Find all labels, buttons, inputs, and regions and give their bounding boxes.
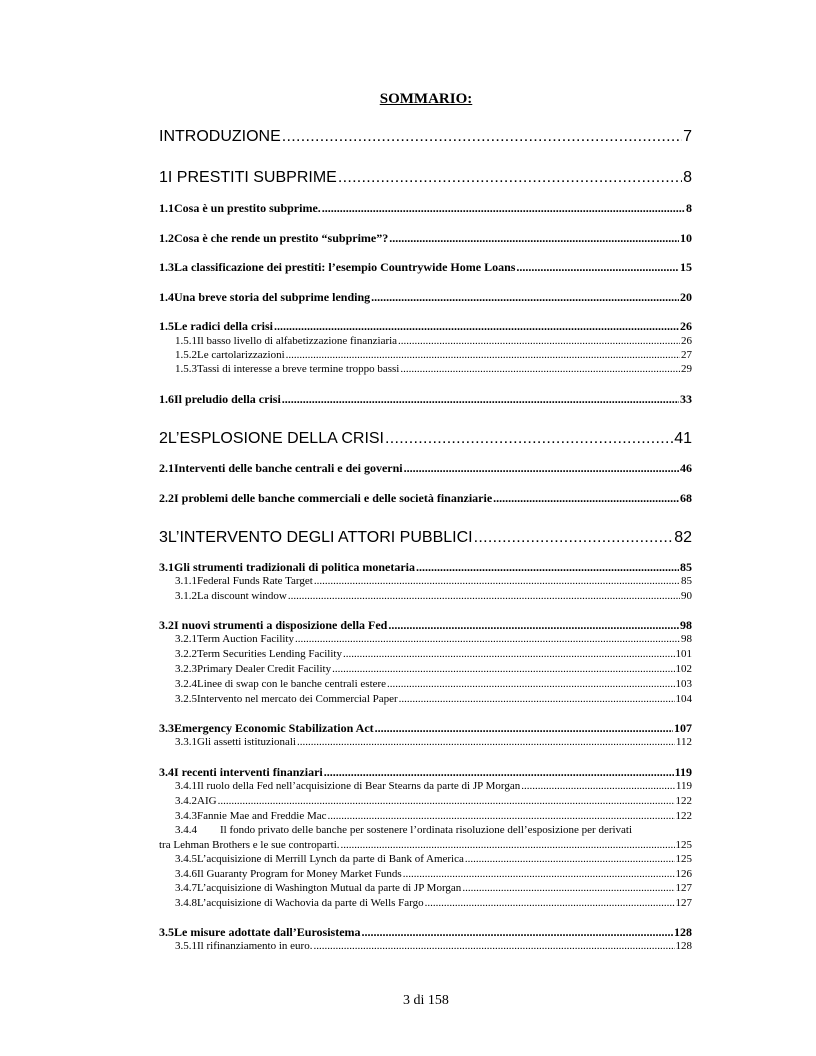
toc-label: I PRESTITI SUBPRIME bbox=[167, 169, 337, 186]
toc-number: 1.5.1 bbox=[175, 335, 197, 347]
toc-number: 1.5.3 bbox=[175, 363, 197, 375]
toc-number: 1.3 bbox=[159, 260, 174, 274]
dot-leader bbox=[399, 693, 675, 705]
toc-entry[interactable] bbox=[159, 925, 692, 940]
toc-label: Il fondo privato delle banche per sostenere l’ordinata risoluzione dell’esposizione per derivati bbox=[220, 824, 633, 836]
toc-page-number: 104 bbox=[675, 693, 692, 705]
dot-leader bbox=[286, 349, 680, 361]
dot-leader bbox=[462, 882, 674, 894]
toc-entry[interactable] bbox=[159, 201, 692, 216]
toc-entry[interactable] bbox=[175, 575, 692, 587]
toc-page-number: 90 bbox=[681, 590, 692, 602]
toc-entry[interactable] bbox=[159, 461, 692, 476]
toc-page-number: 85 bbox=[681, 575, 692, 587]
toc-label: I problemi delle banche commerciali e delle società finanziarie bbox=[174, 491, 493, 505]
toc-page-number: 98 bbox=[681, 633, 692, 645]
toc-entry[interactable] bbox=[175, 795, 692, 807]
toc-label: Term Auction Facility bbox=[197, 633, 294, 645]
toc-number: 3.2.3 bbox=[175, 663, 197, 675]
dot-leader bbox=[404, 461, 679, 476]
toc-number: 3 bbox=[159, 529, 168, 546]
toc-label: Il rifinanziamento in euro. bbox=[197, 940, 313, 952]
toc-label: I nuovi strumenti a disposizione della Fed bbox=[174, 618, 388, 632]
toc-entry[interactable] bbox=[159, 560, 692, 575]
toc-page-number: 68 bbox=[680, 491, 692, 505]
toc-page-number: 127 bbox=[675, 882, 692, 894]
toc-page-number: 102 bbox=[675, 663, 692, 675]
toc-entry[interactable] bbox=[159, 839, 692, 851]
toc-page-number: 26 bbox=[680, 319, 692, 333]
toc-label: Il Guaranty Program for Money Market Funds bbox=[197, 868, 402, 880]
dot-leader bbox=[324, 765, 674, 780]
toc-page-number: 122 bbox=[675, 795, 692, 807]
dot-leader bbox=[341, 839, 675, 851]
toc-number: 3.4.1 bbox=[175, 780, 197, 792]
toc-entry[interactable] bbox=[175, 349, 692, 361]
toc-label: Il basso livello di alfabetizzazione finanziaria bbox=[197, 335, 398, 347]
toc-entry[interactable] bbox=[159, 529, 692, 547]
toc-entry[interactable] bbox=[159, 491, 692, 506]
toc-number: 3.3.1 bbox=[175, 736, 197, 748]
dot-leader bbox=[274, 319, 679, 334]
toc-entry[interactable] bbox=[175, 940, 692, 952]
page-title: SOMMARIO: bbox=[379, 91, 473, 107]
toc-entry[interactable] bbox=[159, 319, 692, 334]
dot-leader bbox=[493, 491, 679, 506]
toc-entry[interactable] bbox=[159, 169, 692, 187]
toc-page-number: 127 bbox=[675, 897, 692, 909]
toc-label: Cosa è che rende un prestito “subprime”? bbox=[174, 231, 389, 245]
dot-leader bbox=[322, 201, 685, 216]
dot-leader bbox=[389, 231, 679, 246]
toc-entry[interactable] bbox=[175, 897, 692, 909]
toc-entry[interactable] bbox=[159, 765, 692, 780]
toc-page-number: 46 bbox=[680, 461, 692, 475]
toc-page-number: 15 bbox=[680, 260, 692, 274]
toc-page-number: 122 bbox=[675, 810, 692, 822]
dot-leader bbox=[387, 678, 674, 690]
toc-entry[interactable] bbox=[175, 590, 692, 602]
toc-label: Le radici della crisi bbox=[174, 319, 273, 333]
toc-entry[interactable] bbox=[175, 853, 692, 865]
dot-leader bbox=[332, 663, 674, 675]
dot-leader bbox=[385, 430, 673, 448]
dot-leader bbox=[516, 260, 679, 275]
toc-label: Le cartolarizzazioni bbox=[197, 349, 285, 361]
dot-leader bbox=[371, 290, 679, 305]
toc-page-number: 125 bbox=[675, 853, 692, 865]
toc-number: 3.4 bbox=[159, 765, 174, 779]
toc-number: 3.4.7 bbox=[175, 882, 197, 894]
toc-label: Gli assetti istituzionali bbox=[197, 736, 296, 748]
dot-leader bbox=[282, 392, 679, 407]
toc-number: 3.2.1 bbox=[175, 633, 197, 645]
dot-leader bbox=[474, 529, 674, 547]
dot-leader bbox=[398, 335, 680, 347]
toc-label: Cosa è un prestito subprime. bbox=[174, 201, 321, 215]
toc-page-number: 8 bbox=[683, 169, 692, 186]
toc-number: 2 bbox=[159, 430, 168, 447]
toc-page-number: 107 bbox=[674, 721, 692, 735]
toc-label: L’acquisizione di Merrill Lynch da parte di Bank of America bbox=[197, 853, 464, 865]
toc-label: L’acquisizione di Wachovia da parte di Wells Fargo bbox=[197, 897, 424, 909]
toc-number: 3.5.1 bbox=[175, 940, 197, 952]
toc-label: Tassi di interesse a breve termine troppo bassi bbox=[197, 363, 400, 375]
toc-page-number: 119 bbox=[675, 780, 692, 792]
toc-page-number: 128 bbox=[675, 940, 692, 952]
toc-number: 1.5.2 bbox=[175, 349, 197, 361]
toc-number: 3.2.2 bbox=[175, 648, 197, 660]
toc-number: 1.2 bbox=[159, 231, 174, 245]
toc-entry[interactable] bbox=[159, 430, 692, 448]
toc-page-number: 33 bbox=[680, 392, 692, 406]
toc-number: 3.1 bbox=[159, 560, 174, 574]
dot-leader bbox=[403, 868, 675, 880]
toc-number: 3.2 bbox=[159, 618, 174, 632]
toc-label: Il ruolo della Fed nell’acquisizione di Bear Stearns da parte di JP Morgan bbox=[197, 780, 521, 792]
toc-entry[interactable] bbox=[175, 780, 692, 792]
toc-entry[interactable] bbox=[175, 693, 692, 705]
toc-number: 1.1 bbox=[159, 201, 174, 215]
dot-leader bbox=[416, 560, 679, 575]
dot-leader bbox=[288, 590, 680, 602]
toc-label: INTRODUZIONE bbox=[159, 128, 281, 145]
toc-number: 1.6 bbox=[159, 392, 174, 406]
toc-entry[interactable] bbox=[159, 618, 692, 633]
dot-leader bbox=[282, 128, 682, 146]
toc-label: Gli strumenti tradizionali di politica monetaria bbox=[174, 560, 415, 574]
toc-entry[interactable] bbox=[175, 633, 692, 645]
toc-page-number: 85 bbox=[680, 560, 692, 574]
toc-label: L’acquisizione di Washington Mutual da parte di JP Morgan bbox=[197, 882, 462, 894]
toc-entry[interactable] bbox=[175, 882, 692, 894]
toc-entry[interactable] bbox=[175, 678, 692, 690]
toc-entry[interactable] bbox=[159, 721, 692, 736]
toc-entry[interactable] bbox=[159, 231, 692, 246]
dot-leader bbox=[388, 618, 679, 633]
toc-label: L’ESPLOSIONE DELLA CRISI bbox=[167, 430, 384, 447]
toc-number: 1.4 bbox=[159, 290, 174, 304]
toc-page-number: 27 bbox=[681, 349, 692, 361]
dot-leader bbox=[343, 648, 675, 660]
dot-leader bbox=[375, 721, 673, 736]
dot-leader bbox=[362, 925, 673, 940]
toc-number: 3.5 bbox=[159, 925, 174, 939]
dot-leader bbox=[465, 853, 675, 865]
toc-page-number: 101 bbox=[675, 648, 692, 660]
toc-page-number: 29 bbox=[681, 363, 692, 375]
toc-label: Federal Funds Rate Target bbox=[197, 575, 313, 587]
toc-number: 3.4.2 bbox=[175, 795, 197, 807]
toc-number: 3.1.2 bbox=[175, 590, 197, 602]
toc-page-number: 20 bbox=[680, 290, 692, 304]
toc-page-number: 126 bbox=[675, 868, 692, 880]
dot-leader bbox=[218, 795, 675, 807]
toc-page-number: 125 bbox=[675, 839, 692, 851]
toc-entry[interactable] bbox=[175, 663, 692, 675]
toc-label: Emergency Economic Stabilization Act bbox=[174, 721, 374, 735]
toc-entry[interactable] bbox=[175, 335, 692, 347]
dot-leader bbox=[297, 736, 675, 748]
toc-entry[interactable] bbox=[175, 363, 692, 375]
dot-leader bbox=[314, 575, 680, 587]
toc-number: 2.2 bbox=[159, 491, 174, 505]
toc-page-number: 82 bbox=[674, 529, 692, 546]
page-footer: 3 di 158 bbox=[403, 993, 449, 1008]
toc-number: 3.4.3 bbox=[175, 810, 197, 822]
toc-page-number: 8 bbox=[686, 201, 692, 215]
toc-entry[interactable] bbox=[159, 290, 692, 305]
toc-label: La discount window bbox=[197, 590, 287, 602]
toc-page-number: 7 bbox=[683, 128, 692, 145]
toc-label: Le misure adottate dall’Eurosistema bbox=[174, 925, 361, 939]
toc-number: 3.4.8 bbox=[175, 897, 197, 909]
toc-number: 3.4.6 bbox=[175, 868, 197, 880]
toc-label: Una breve storia del subprime lending bbox=[174, 290, 371, 304]
toc-label: Intervento nel mercato dei Commercial Paper bbox=[197, 693, 398, 705]
toc-entry[interactable] bbox=[159, 128, 692, 146]
toc-label: Primary Dealer Credit Facility bbox=[197, 663, 332, 675]
toc-label: Fannie Mae and Freddie Mac bbox=[197, 810, 327, 822]
toc-entry[interactable] bbox=[175, 648, 692, 660]
toc-number: 1 bbox=[159, 169, 168, 186]
dot-leader bbox=[338, 169, 682, 187]
toc-number: 3.2.5 bbox=[175, 693, 197, 705]
toc-label: tra Lehman Brothers e le sue controparti. bbox=[159, 839, 340, 851]
toc-page-number: 128 bbox=[674, 925, 692, 939]
toc-label: L’INTERVENTO DEGLI ATTORI PUBBLICI bbox=[167, 529, 473, 546]
toc-page-number: 119 bbox=[674, 765, 692, 779]
dot-leader bbox=[295, 633, 680, 645]
toc-number: 3.3 bbox=[159, 721, 174, 735]
toc-entry[interactable] bbox=[175, 824, 692, 836]
toc-number: 1.5 bbox=[159, 319, 174, 333]
toc-page-number: 112 bbox=[675, 736, 692, 748]
toc-number: 3.2.4 bbox=[175, 678, 197, 690]
toc-page-number: 98 bbox=[680, 618, 692, 632]
toc-entry[interactable] bbox=[159, 260, 692, 275]
toc-entry[interactable] bbox=[175, 810, 692, 822]
toc-label: Linee di swap con le banche centrali estere bbox=[197, 678, 387, 690]
dot-leader bbox=[328, 810, 675, 822]
toc-label: Term Securities Lending Facility bbox=[197, 648, 342, 660]
toc-label: La classificazione dei prestiti: l’esempio Countrywide Home Loans bbox=[174, 260, 516, 274]
toc-number: 3.4.5 bbox=[175, 853, 197, 865]
toc-number: 3.1.1 bbox=[175, 575, 197, 587]
toc-label: I recenti interventi finanziari bbox=[174, 765, 323, 779]
dot-leader bbox=[425, 897, 675, 909]
toc-page-number: 103 bbox=[675, 678, 692, 690]
toc-number: 3.4.4 bbox=[175, 824, 197, 836]
toc-page-number: 26 bbox=[681, 335, 692, 347]
dot-leader bbox=[400, 363, 680, 375]
toc-entry[interactable] bbox=[159, 392, 692, 407]
toc-entry[interactable] bbox=[175, 868, 692, 880]
toc-number: 2.1 bbox=[159, 461, 174, 475]
toc-label: Il preludio della crisi bbox=[174, 392, 281, 406]
toc-label: Interventi delle banche centrali e dei governi bbox=[174, 461, 403, 475]
dot-leader bbox=[521, 780, 675, 792]
toc-label: AIG bbox=[197, 795, 217, 807]
toc-entry[interactable] bbox=[175, 736, 692, 748]
dot-leader bbox=[313, 940, 674, 952]
toc-page-number: 10 bbox=[680, 231, 692, 245]
toc-page-number: 41 bbox=[674, 430, 692, 447]
